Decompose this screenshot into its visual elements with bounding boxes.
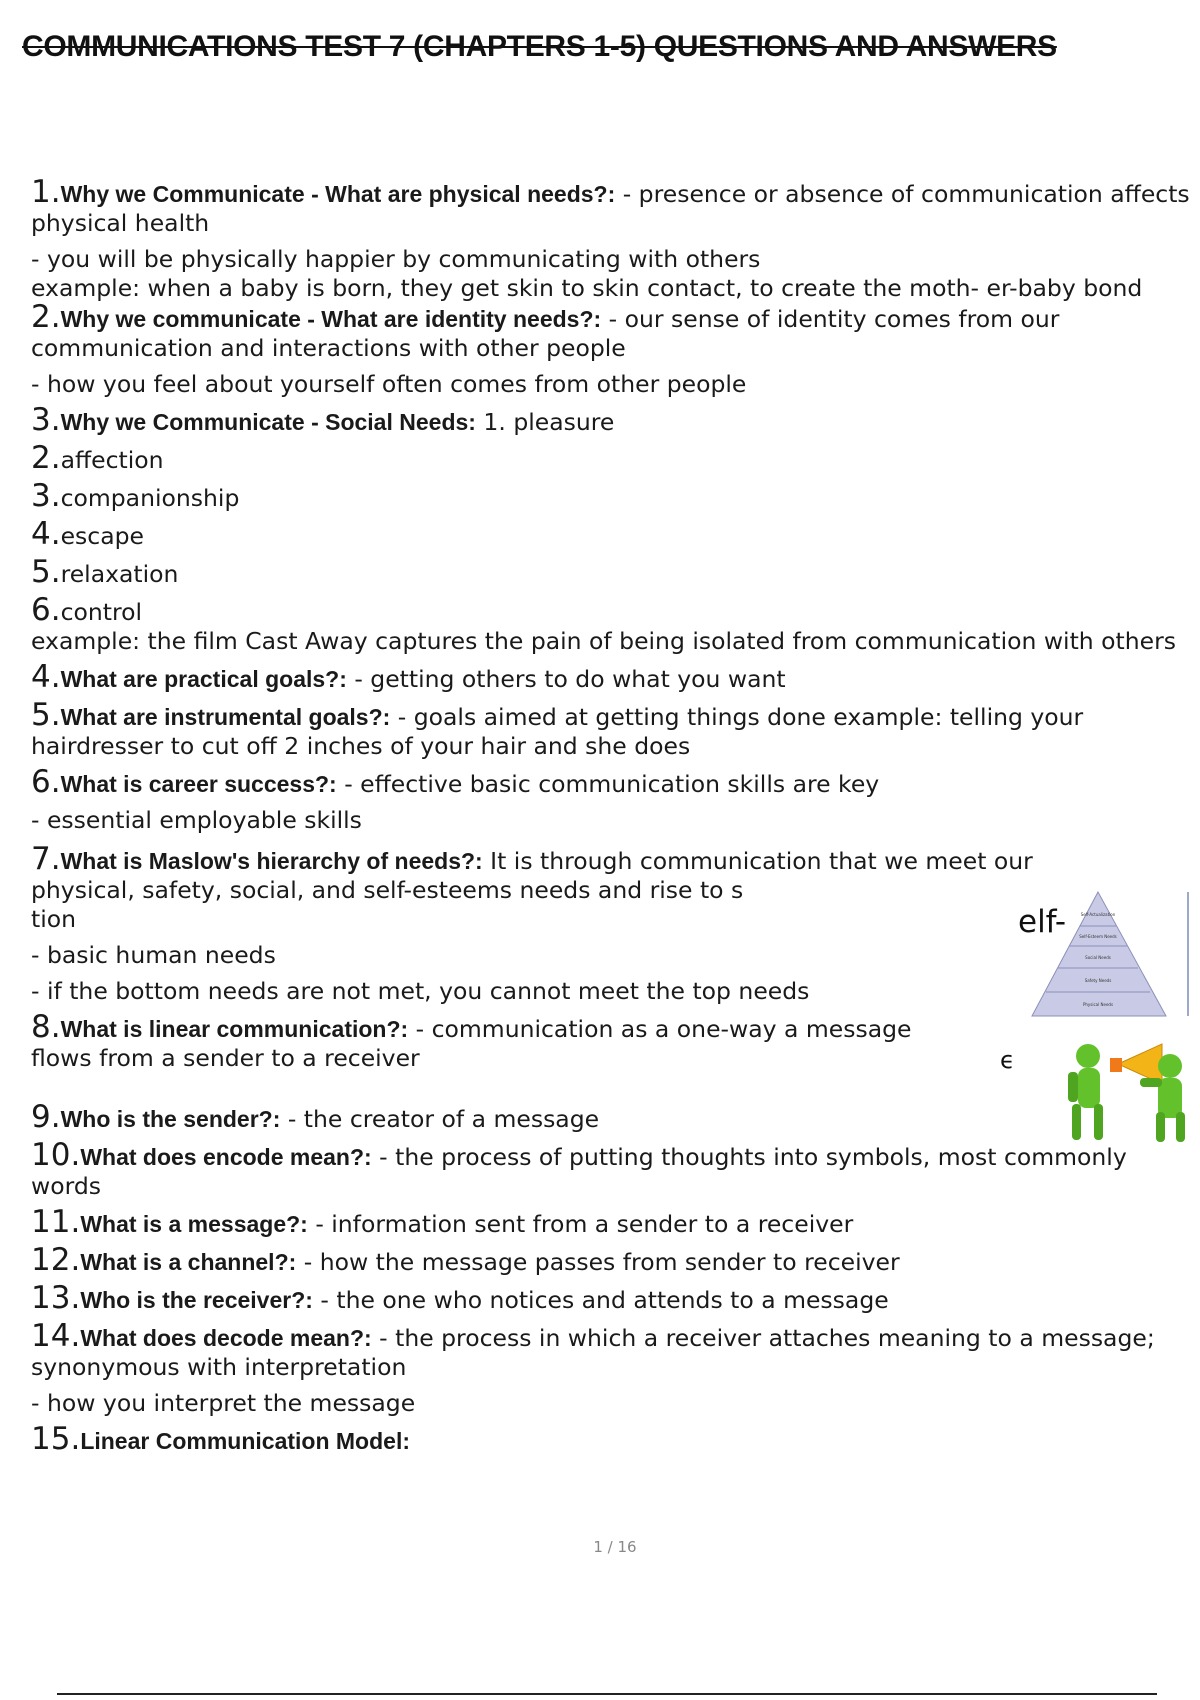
item-number: 5. (31, 697, 61, 733)
item-number: 10. (31, 1137, 81, 1173)
answer: companionship (60, 484, 240, 512)
qa-item (31, 592, 1191, 628)
item-number: 8. (31, 1009, 61, 1045)
pyramid-level-label: Safety Needs (1084, 978, 1112, 983)
answer: - effective basic communication skills are key (336, 770, 880, 798)
item-number: 2. (31, 440, 61, 476)
question: What is linear communication?: (60, 1016, 409, 1042)
qa-item (31, 478, 1191, 514)
qa-item (31, 841, 1076, 905)
qa-item (31, 174, 1191, 238)
answer-line: flows from a sender to a receiver (31, 1044, 420, 1072)
item-number: 11. (31, 1204, 81, 1240)
pyramid-level-label: Social Needs (1085, 955, 1111, 960)
qa-item (31, 440, 1191, 476)
pyramid-shape (1032, 892, 1166, 1016)
overflow-fragment-e: ϵ (1000, 1046, 1015, 1074)
answer-line: - you will be physically happier by communicating with others (31, 245, 761, 273)
qa-item (31, 554, 1191, 590)
answer: - presence or absence of communication affects physical health (31, 180, 1190, 237)
answer: - getting others to do what you want (346, 665, 786, 693)
answer-line: - basic human needs (31, 941, 276, 969)
question: Who is the sender?: (60, 1106, 281, 1132)
qa-item (31, 1421, 1191, 1457)
item-number: 13. (31, 1280, 81, 1316)
item-number: 1. (31, 174, 61, 210)
qa-item (31, 299, 1191, 363)
qa-item (31, 1280, 1191, 1316)
footer-divider (57, 1693, 1157, 1695)
question: What is a channel?: (80, 1249, 297, 1275)
answer: - information sent from a sender to a receiver (307, 1210, 854, 1238)
answer: - goals aimed at getting things done example: telling your hairdresser to cut off 2 inches of your hair and she does (31, 703, 1084, 760)
qa-item (31, 764, 1191, 800)
question: Linear Communication Model: (80, 1428, 410, 1454)
qa-item (31, 697, 1191, 761)
question: Why we Communicate - Social Needs: (60, 409, 476, 435)
question: Why we Communicate - What are physical needs?: (60, 181, 616, 207)
question: What is a message?: (80, 1211, 308, 1237)
qa-list (31, 174, 1191, 1457)
item-number: 3. (31, 402, 61, 438)
answer-line: example: when a baby is born, they get skin to skin contact, to create the moth- er-baby bond (31, 274, 1143, 302)
listener-figure (1068, 1044, 1103, 1140)
qa-item (31, 1318, 1191, 1382)
answer: - the one who notices and attends to a message (312, 1286, 889, 1314)
answer: control (60, 598, 143, 626)
maslow-pyramid-image (1026, 888, 1190, 1028)
item-number: 5. (31, 554, 61, 590)
question: What are practical goals?: (60, 666, 347, 692)
answer: - the creator of a message (280, 1105, 600, 1133)
answer: - the process in which a receiver attaches meaning to a message; synonymous with interpretation (31, 1324, 1155, 1381)
question: Why we communicate - What are identity needs?: (60, 306, 602, 332)
qa-item (31, 1204, 1191, 1240)
answer: affection (60, 446, 164, 474)
item-number: 3. (31, 478, 61, 514)
answer: - communication as a one-way a message (408, 1015, 912, 1043)
answer: - how the message passes from sender to receiver (296, 1248, 900, 1276)
question: What does encode mean?: (80, 1144, 372, 1170)
qa-item (31, 1242, 1191, 1278)
answer: 1. pleasure (475, 408, 615, 436)
pyramid-level-label: Self-Esteem Needs (1079, 934, 1117, 939)
item-number: 15. (31, 1421, 81, 1457)
answer-line: - if the bottom needs are not met, you cannot meet the top needs (31, 977, 810, 1005)
item-number: 9. (31, 1099, 61, 1135)
qa-item (31, 516, 1191, 552)
item-number: 4. (31, 516, 61, 552)
qa-item (31, 1137, 1191, 1201)
item-number: 6. (31, 592, 61, 628)
answer: escape (60, 522, 144, 550)
item-number: 2. (31, 299, 61, 335)
item-number: 7. (31, 841, 61, 877)
question: What does decode mean?: (80, 1325, 372, 1351)
megaphone-figures-image (1010, 1038, 1200, 1148)
answer: relaxation (60, 560, 179, 588)
qa-item (31, 402, 1191, 438)
item-number: 12. (31, 1242, 81, 1278)
answer: It is through communication that we meet our physical, safety, social, and self-esteems needs and rise to s (31, 847, 1033, 904)
answer: - our sense of identity comes from our communication and interactions with other people (31, 305, 1060, 362)
answer-line: tion (31, 905, 77, 933)
page-number: 1 / 16 (593, 1538, 637, 1556)
pyramid-level-label: Self-Actualization (1080, 912, 1116, 917)
answer-line: - essential employable skills (31, 806, 362, 834)
item-number: 14. (31, 1318, 81, 1354)
item-number: 4. (31, 659, 61, 695)
answer-line: - how you feel about yourself often comes from other people (31, 370, 747, 398)
item-number: 6. (31, 764, 61, 800)
document-title: COMMUNICATIONS TEST 7 (CHAPTERS 1-5) QUESTIONS AND ANSWERS (22, 30, 1057, 63)
qa-item (31, 659, 1191, 695)
question: What is Maslow's hierarchy of needs?: (60, 848, 483, 874)
pyramid-level-label: Physical Needs (1082, 1002, 1114, 1007)
question: What is career success?: (60, 771, 337, 797)
answer: - the process of putting thoughts into symbols, most commonly words (31, 1143, 1127, 1200)
answer-line: example: the film Cast Away captures the pain of being isolated from communication with others (31, 627, 1177, 655)
answer-line: - how you interpret the message (31, 1389, 416, 1417)
overflow-fragment-elf: elf- (1018, 904, 1067, 940)
question: What are instrumental goals?: (60, 704, 391, 730)
question: Who is the receiver?: (80, 1287, 313, 1313)
